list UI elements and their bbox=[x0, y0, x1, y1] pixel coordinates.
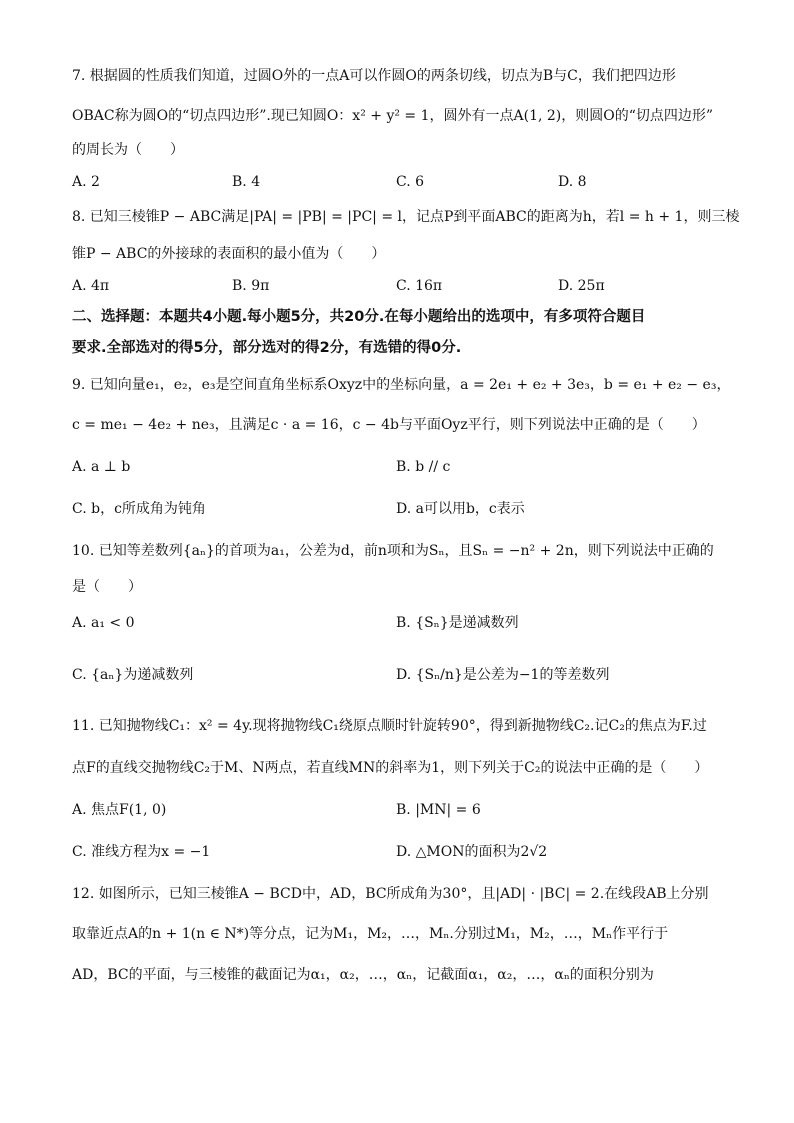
q9-stem-line-1: 9. 已知向量e₁，e₂，e₃是空间直角坐标系Oxyz中的坐标向量，a = 2e₁ + e₂ + 3e₃，b = e₁ + e₂ − e₃， bbox=[72, 377, 731, 393]
q10-option-b: B. {Sₙ}是递减数列 bbox=[396, 615, 519, 631]
q12-stem-line-1: 12. 如图所示，已知三棱锥A − BCD中，AD，BC所成角为30°，且|AD| · |BC| = 2.在线段AB上分别 bbox=[72, 886, 709, 902]
q10-stem-line-2: 是（ ） bbox=[72, 579, 142, 595]
q8-option-c: C. 16π bbox=[396, 278, 443, 294]
q7-stem-line-1: 7. 根据圆的性质我们知道，过圆O外的一点A可以作圆O的两条切线，切点为B与C，我们把四边形 bbox=[72, 68, 676, 84]
q11-option-d: D. △MON的面积为2√2 bbox=[396, 844, 548, 860]
q7-option-a: A. 2 bbox=[72, 174, 100, 190]
q9-option-d: D. a可以用b，c表示 bbox=[396, 501, 525, 517]
q7-stem-line-3: 的周长为（ ） bbox=[72, 142, 184, 158]
q9-option-b: B. b // c bbox=[396, 459, 451, 475]
q7-stem-line-2: OBAC称为圆O的“切点四边形”.现已知圆O：x² + y² = 1，圆外有一点A(1, 2)，则圆O的“切点四边形” bbox=[72, 108, 714, 124]
q9-option-a: A. a ⊥ b bbox=[72, 459, 131, 475]
q11-option-c: C. 准线方程为x = −1 bbox=[72, 844, 211, 860]
q7-option-b: B. 4 bbox=[232, 174, 261, 190]
q7-option-c: C. 6 bbox=[396, 174, 425, 190]
q9-option-c: C. b，c所成角为钝角 bbox=[72, 501, 206, 517]
q12-stem-line-2: 取靠近点A的n + 1(n ∈ N*)等分点，记为M₁，M₂，…，Mₙ.分别过M₁，M₂，…，Mₙ作平行于 bbox=[72, 926, 669, 942]
q10-option-a: A. a₁ < 0 bbox=[72, 615, 135, 631]
q11-stem-line-2: 点F的直线交抛物线C₂于M、N两点，若直线MN的斜率为1，则下列关于C₂的说法中正确的是（ ） bbox=[72, 760, 709, 776]
q12-stem-line-3: AD，BC的平面，与三棱锥的截面记为α₁，α₂，…，αₙ，记截面α₁，α₂，…，αₙ的面积分别为 bbox=[72, 967, 654, 983]
q7-option-d: D. 8 bbox=[558, 174, 587, 190]
section-2-line-2: 要求.全部选对的得5分，部分选对的得2分，有选错的得0分. bbox=[72, 340, 462, 356]
q8-stem-line-2: 锥P − ABC的外接球的表面积的最小值为（ ） bbox=[72, 246, 386, 262]
q10-option-c: C. {aₙ}为递减数列 bbox=[72, 667, 194, 683]
q11-option-a: A. 焦点F(1, 0) bbox=[72, 802, 167, 818]
q10-stem-line-1: 10. 已知等差数列{aₙ}的首项为a₁，公差为d，前n项和为Sₙ，且Sₙ = −n² + 2n，则下列说法中正确的 bbox=[72, 543, 714, 559]
q8-stem-line-1: 8. 已知三棱锥P − ABC满足|PA| = |PB| = |PC| = l，记点P到平面ABC的距离为h，若l = h + 1，则三棱 bbox=[72, 209, 740, 225]
q10-option-d: D. {Sₙ/n}是公差为−1的等差数列 bbox=[396, 667, 610, 683]
q8-option-b: B. 9π bbox=[232, 278, 270, 294]
q9-stem-line-2: c = me₁ − 4e₂ + ne₃，且满足c · a = 16，c − 4b与平面Oyz平行，则下列说法中正确的是（ ） bbox=[72, 417, 706, 433]
q11-stem-line-1: 11. 已知抛物线C₁：x² = 4y.现将抛物线C₁绕原点顺时针旋转90°，得到新抛物线C₂.记C₂的焦点为F.过 bbox=[72, 718, 707, 734]
section-2-line-1: 二、选择题：本题共4小题.每小题5分，共20分.在每小题给出的选项中，有多项符合题目 bbox=[72, 309, 646, 325]
q8-option-a: A. 4π bbox=[72, 278, 110, 294]
q11-option-b: B. |MN| = 6 bbox=[396, 802, 481, 818]
q8-option-d: D. 25π bbox=[558, 278, 605, 294]
